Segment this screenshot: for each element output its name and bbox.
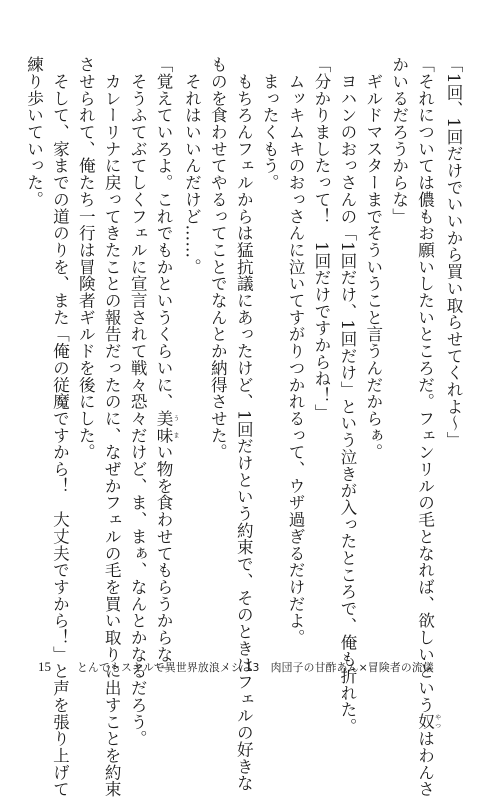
- text-line: [150, 56, 180, 680]
- text-line: それはいいんだけど……。: [182, 56, 202, 276]
- text-line: 「分かりましたって！ 1回だけですからね！」: [311, 56, 331, 421]
- ruby-umai: 美味 うま: [154, 409, 180, 444]
- text-line: カレーリナに戻ってきたことの報告だったのに、なぜかフェルの毛を買い取りに出すことを約束: [102, 56, 122, 797]
- text-segment: はわんさ: [415, 730, 435, 797]
- text-line: ものを食わせてやるってことでなんとか納得させた。: [208, 56, 228, 461]
- text-line: ヨハンのおっさんの「1回だけ、1回だけ」という泣きが入ったところで、俺も折れた。: [337, 56, 357, 735]
- text-segment: い物を食わせてもらうからな」: [154, 443, 174, 680]
- page-number: 15: [38, 659, 51, 674]
- text-line: 「1回、1回だけでいいから買い取らせてくれよ〜」: [444, 56, 463, 449]
- running-title: とんでもスキルで異世界放浪メシ 13 肉団子の甘酢あん×冒険者の流儀: [77, 661, 434, 674]
- text-line: かいるだろうからな」: [389, 56, 409, 225]
- page-footer: [38, 659, 434, 677]
- text-line: そうふてぶてしくフェルに宣言されて戦々恐々だけど、ま、まぁ、なんとかなるだろう。: [128, 56, 148, 747]
- text-line: させられて、俺たち一行は冒険者ギルドを後にした。: [76, 56, 96, 461]
- ruby-yatsu: 奴 やつ: [415, 713, 441, 731]
- text-line: ギルドマスターまでそういうこと言うんだからぁ。: [363, 56, 383, 461]
- text-line: 練り歩いていった。: [24, 56, 44, 208]
- text-line: まったくもう。: [260, 56, 280, 191]
- text-line: もちろんフェルからは猛抗議にあったけど、1回だけという約束で、そのときはフェルの好きな: [234, 56, 254, 792]
- text-segment: 「覚えていろよ。これでもかというくらいに、: [154, 56, 174, 410]
- text-segment: 「それについては儂もお願いしたいところだ。フェンリルの毛となれば、欲しいという: [415, 56, 435, 714]
- text-line: ムッキムキのおっさんに泣いてすがりつかれるって、ウザ過ぎるだけだよ。: [286, 56, 306, 646]
- text-line: [412, 56, 441, 797]
- text-line: そして、家までの道のりを、また「俺の従魔ですから！ 大丈夫ですから！」と声を張り上げて: [50, 56, 70, 797]
